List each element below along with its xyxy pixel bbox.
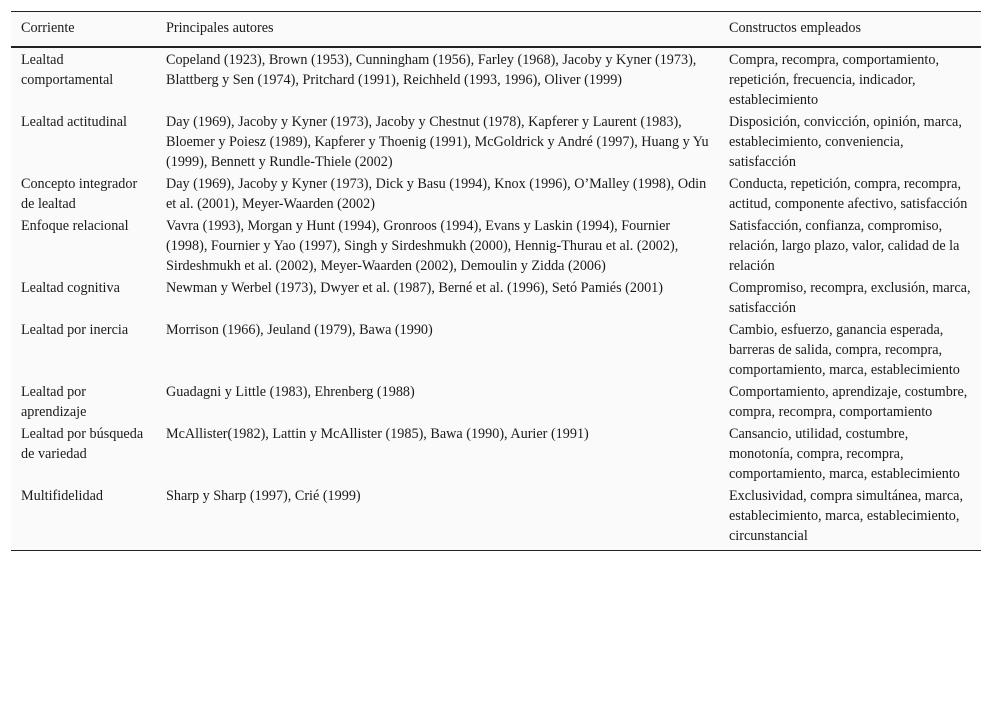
cell-corriente: Lealtad por inercia	[21, 322, 129, 338]
table-row	[11, 173, 981, 215]
loyalty-currents-table	[11, 11, 981, 551]
cell-corriente: Multifidelidad	[21, 488, 103, 504]
cell-corriente: Concepto integrador de lealtad	[21, 176, 138, 212]
table-row	[11, 111, 981, 173]
cell-constructos: Disposición, convicción, opinión, marca, establecimiento, conveniencia, satisfacción	[729, 114, 962, 170]
cell-autores: Guadagni y Little (1983), Ehrenberg (1988)	[166, 384, 415, 400]
header-autores: Principales autores	[166, 20, 274, 36]
cell-constructos: Compromiso, recompra, exclusión, marca, satisfacción	[729, 280, 971, 316]
cell-autores: Sharp y Sharp (1997), Crié (1999)	[166, 488, 361, 504]
cell-autores: Copeland (1923), Brown (1953), Cunningham (1956), Farley (1968), Jacoby y Kyner (1973), Blattberg y Sen (1974), Pritchard (1991), Reichheld (1993, 1996), Oliver (1999)	[166, 52, 697, 88]
cell-corriente: Enfoque relacional	[21, 218, 129, 234]
loyalty-table-container	[11, 11, 981, 551]
cell-autores: Newman y Werbel (1973), Dwyer et al. (1987), Berné et al. (1996), Setó Pamiés (2001)	[166, 280, 663, 296]
cell-constructos: Cambio, esfuerzo, ganancia esperada, barreras de salida, compra, recompra, comportamiento, marca, establecimiento	[729, 322, 960, 378]
cell-constructos: Compra, recompra, comportamiento, repetición, frecuencia, indicador, establecimiento	[729, 52, 939, 108]
cell-corriente: Lealtad por aprendizaje	[21, 384, 87, 420]
table-row	[11, 381, 981, 423]
header-constructos: Constructos empleados	[729, 20, 862, 36]
cell-corriente: Lealtad cognitiva	[21, 280, 120, 296]
cell-corriente: Lealtad comportamental	[21, 52, 114, 88]
header-corriente: Corriente	[21, 20, 75, 36]
table-row	[11, 485, 981, 551]
table-row	[11, 215, 981, 277]
table-body	[11, 47, 981, 551]
table-header	[11, 12, 981, 48]
header-row	[11, 12, 981, 48]
cell-autores: Day (1969), Jacoby y Kyner (1973), Dick y Basu (1994), Knox (1996), O’Malley (1998), Odin et al. (2001), Meyer-Waarden (2002)	[166, 176, 707, 212]
cell-constructos: Comportamiento, aprendizaje, costumbre, compra, recompra, comportamiento	[729, 384, 968, 420]
table-row	[11, 47, 981, 111]
cell-constructos: Cansancio, utilidad, costumbre, monotonía, compra, recompra, comportamiento, marca, establecimiento	[729, 426, 960, 482]
cell-constructos: Satisfacción, confianza, compromiso, relación, largo plazo, valor, calidad de la relación	[729, 218, 960, 274]
cell-constructos: Conducta, repetición, compra, recompra, actitud, componente afectivo, satisfacción	[729, 176, 968, 212]
cell-autores: McAllister(1982), Lattin y McAllister (1985), Bawa (1990), Aurier (1991)	[166, 426, 589, 442]
cell-autores: Vavra (1993), Morgan y Hunt (1994), Gronroos (1994), Evans y Laskin (1994), Fournier (1998), Fournier y Yao (1997), Singh y Sirdeshmukh (2000), Hennig-Thurau et al. (2002), Sirdeshmukh et al. (2002), Meyer-Waarden (2002), Demoulin y Zidda (2006)	[166, 218, 679, 274]
cell-constructos: Exclusividad, compra simultánea, marca, establecimiento, marca, establecimiento, circunstancial	[729, 488, 964, 544]
table-row	[11, 319, 981, 381]
cell-autores: Morrison (1966), Jeuland (1979), Bawa (1990)	[166, 322, 433, 338]
table-row	[11, 277, 981, 319]
cell-autores: Day (1969), Jacoby y Kyner (1973), Jacoby y Chestnut (1978), Kapferer y Laurent (1983), Bloemer y Poiesz (1989), Kapferer y Thoenig (1991), McGoldrick y André (1997), Huang y Yu (1999), Bennett y Rundle-Thiele (2002)	[166, 114, 709, 170]
cell-corriente: Lealtad por búsqueda de variedad	[21, 426, 144, 462]
table-row	[11, 423, 981, 485]
cell-corriente: Lealtad actitudinal	[21, 114, 127, 130]
